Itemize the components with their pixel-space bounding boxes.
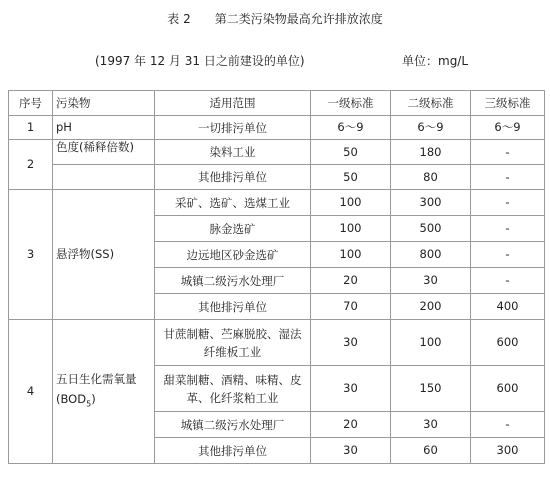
level1-value: 20 bbox=[311, 268, 391, 294]
level1-value: 30 bbox=[311, 366, 391, 412]
level2-value: 300 bbox=[391, 190, 471, 216]
level3-value: 6～9 bbox=[471, 116, 545, 140]
scope-cell: 甘蔗制糖、苎麻脱胶、湿法纤维板工业 bbox=[155, 320, 311, 366]
scope-cell: 一切排污单位 bbox=[155, 116, 311, 140]
header-scope: 适用范围 bbox=[155, 91, 311, 116]
level1-value: 30 bbox=[311, 438, 391, 464]
table-note: (1997 年 12 月 31 日之前建设的单位) bbox=[95, 54, 305, 68]
header-no: 序号 bbox=[9, 91, 53, 116]
pollutant-name: 悬浮物(SS) bbox=[53, 190, 155, 320]
pollutant-name: pH bbox=[53, 116, 155, 140]
scope-cell: 边远地区砂金选矿 bbox=[155, 242, 311, 268]
table-row bbox=[9, 190, 545, 216]
level3-value: 400 bbox=[471, 294, 545, 320]
level2-value: 180 bbox=[391, 140, 471, 165]
level1-value: 100 bbox=[311, 216, 391, 242]
level1-value: 30 bbox=[311, 320, 391, 366]
pollutant-name: 色度(稀释倍数) bbox=[53, 140, 155, 165]
level1-value: 70 bbox=[311, 294, 391, 320]
pollutant-blank bbox=[53, 165, 155, 190]
table-row bbox=[9, 116, 545, 140]
level3-value: 600 bbox=[471, 366, 545, 412]
pollutant-close-paren: ) bbox=[91, 391, 96, 406]
scope-cell: 其他排污单位 bbox=[155, 165, 311, 190]
level2-value: 800 bbox=[391, 242, 471, 268]
header-level2: 二级标准 bbox=[391, 91, 471, 116]
level1-value: 100 bbox=[311, 242, 391, 268]
level3-value: - bbox=[471, 140, 545, 165]
level2-value: 30 bbox=[391, 268, 471, 294]
row-number: 4 bbox=[9, 320, 53, 464]
scope-cell: 脉金选矿 bbox=[155, 216, 311, 242]
scope-cell: 染料工业 bbox=[155, 140, 311, 165]
table-row bbox=[9, 320, 545, 366]
pollutant-table bbox=[8, 90, 545, 464]
level2-value: 200 bbox=[391, 294, 471, 320]
row-number: 1 bbox=[9, 116, 53, 140]
level3-value: - bbox=[471, 165, 545, 190]
scope-cell: 甜菜制糖、酒精、味精、皮革、化纤浆粕工业 bbox=[155, 366, 311, 412]
level2-value: 60 bbox=[391, 438, 471, 464]
scope-cell: 城镇二级污水处理厂 bbox=[155, 412, 311, 438]
scope-cell: 采矿、选矿、选煤工业 bbox=[155, 190, 311, 216]
level3-value: - bbox=[471, 242, 545, 268]
row-number: 2 bbox=[9, 140, 53, 190]
level2-value: 150 bbox=[391, 366, 471, 412]
level1-value: 20 bbox=[311, 412, 391, 438]
level1-value: 100 bbox=[311, 190, 391, 216]
table-row bbox=[9, 140, 545, 165]
header-row bbox=[9, 91, 545, 116]
level2-value: 30 bbox=[391, 412, 471, 438]
scope-cell: 其他排污单位 bbox=[155, 294, 311, 320]
header-level3: 三级标准 bbox=[471, 91, 545, 116]
row-number: 3 bbox=[9, 190, 53, 320]
level1-value: 6～9 bbox=[311, 116, 391, 140]
unit-label: 单位：mg/L bbox=[402, 54, 469, 68]
pollutant-name bbox=[53, 320, 155, 464]
level3-value: 300 bbox=[471, 438, 545, 464]
table-row bbox=[9, 165, 545, 190]
level3-value: - bbox=[471, 412, 545, 438]
pollutant-name-line1: 五日生化需氧量 bbox=[56, 371, 137, 386]
scope-cell: 其他排污单位 bbox=[155, 438, 311, 464]
level3-value: 600 bbox=[471, 320, 545, 366]
level3-value: - bbox=[471, 216, 545, 242]
level1-value: 50 bbox=[311, 140, 391, 165]
pollutant-name-line2 bbox=[56, 389, 151, 414]
level1-value: 50 bbox=[311, 165, 391, 190]
level2-value: 100 bbox=[391, 320, 471, 366]
scope-cell: 城镇二级污水处理厂 bbox=[155, 268, 311, 294]
level3-value: - bbox=[471, 190, 545, 216]
level2-value: 500 bbox=[391, 216, 471, 242]
header-level1: 一级标准 bbox=[311, 91, 391, 116]
header-pollutant: 污染物 bbox=[53, 91, 155, 116]
level2-value: 80 bbox=[391, 165, 471, 190]
pollutant-subscript: 5 bbox=[86, 399, 92, 409]
level2-value: 6～9 bbox=[391, 116, 471, 140]
table-title: 表 2 第二类污染物最高允许排放浓度 bbox=[167, 12, 383, 26]
level3-value: - bbox=[471, 268, 545, 294]
pollutant-abbrev: (BOD bbox=[56, 391, 87, 406]
